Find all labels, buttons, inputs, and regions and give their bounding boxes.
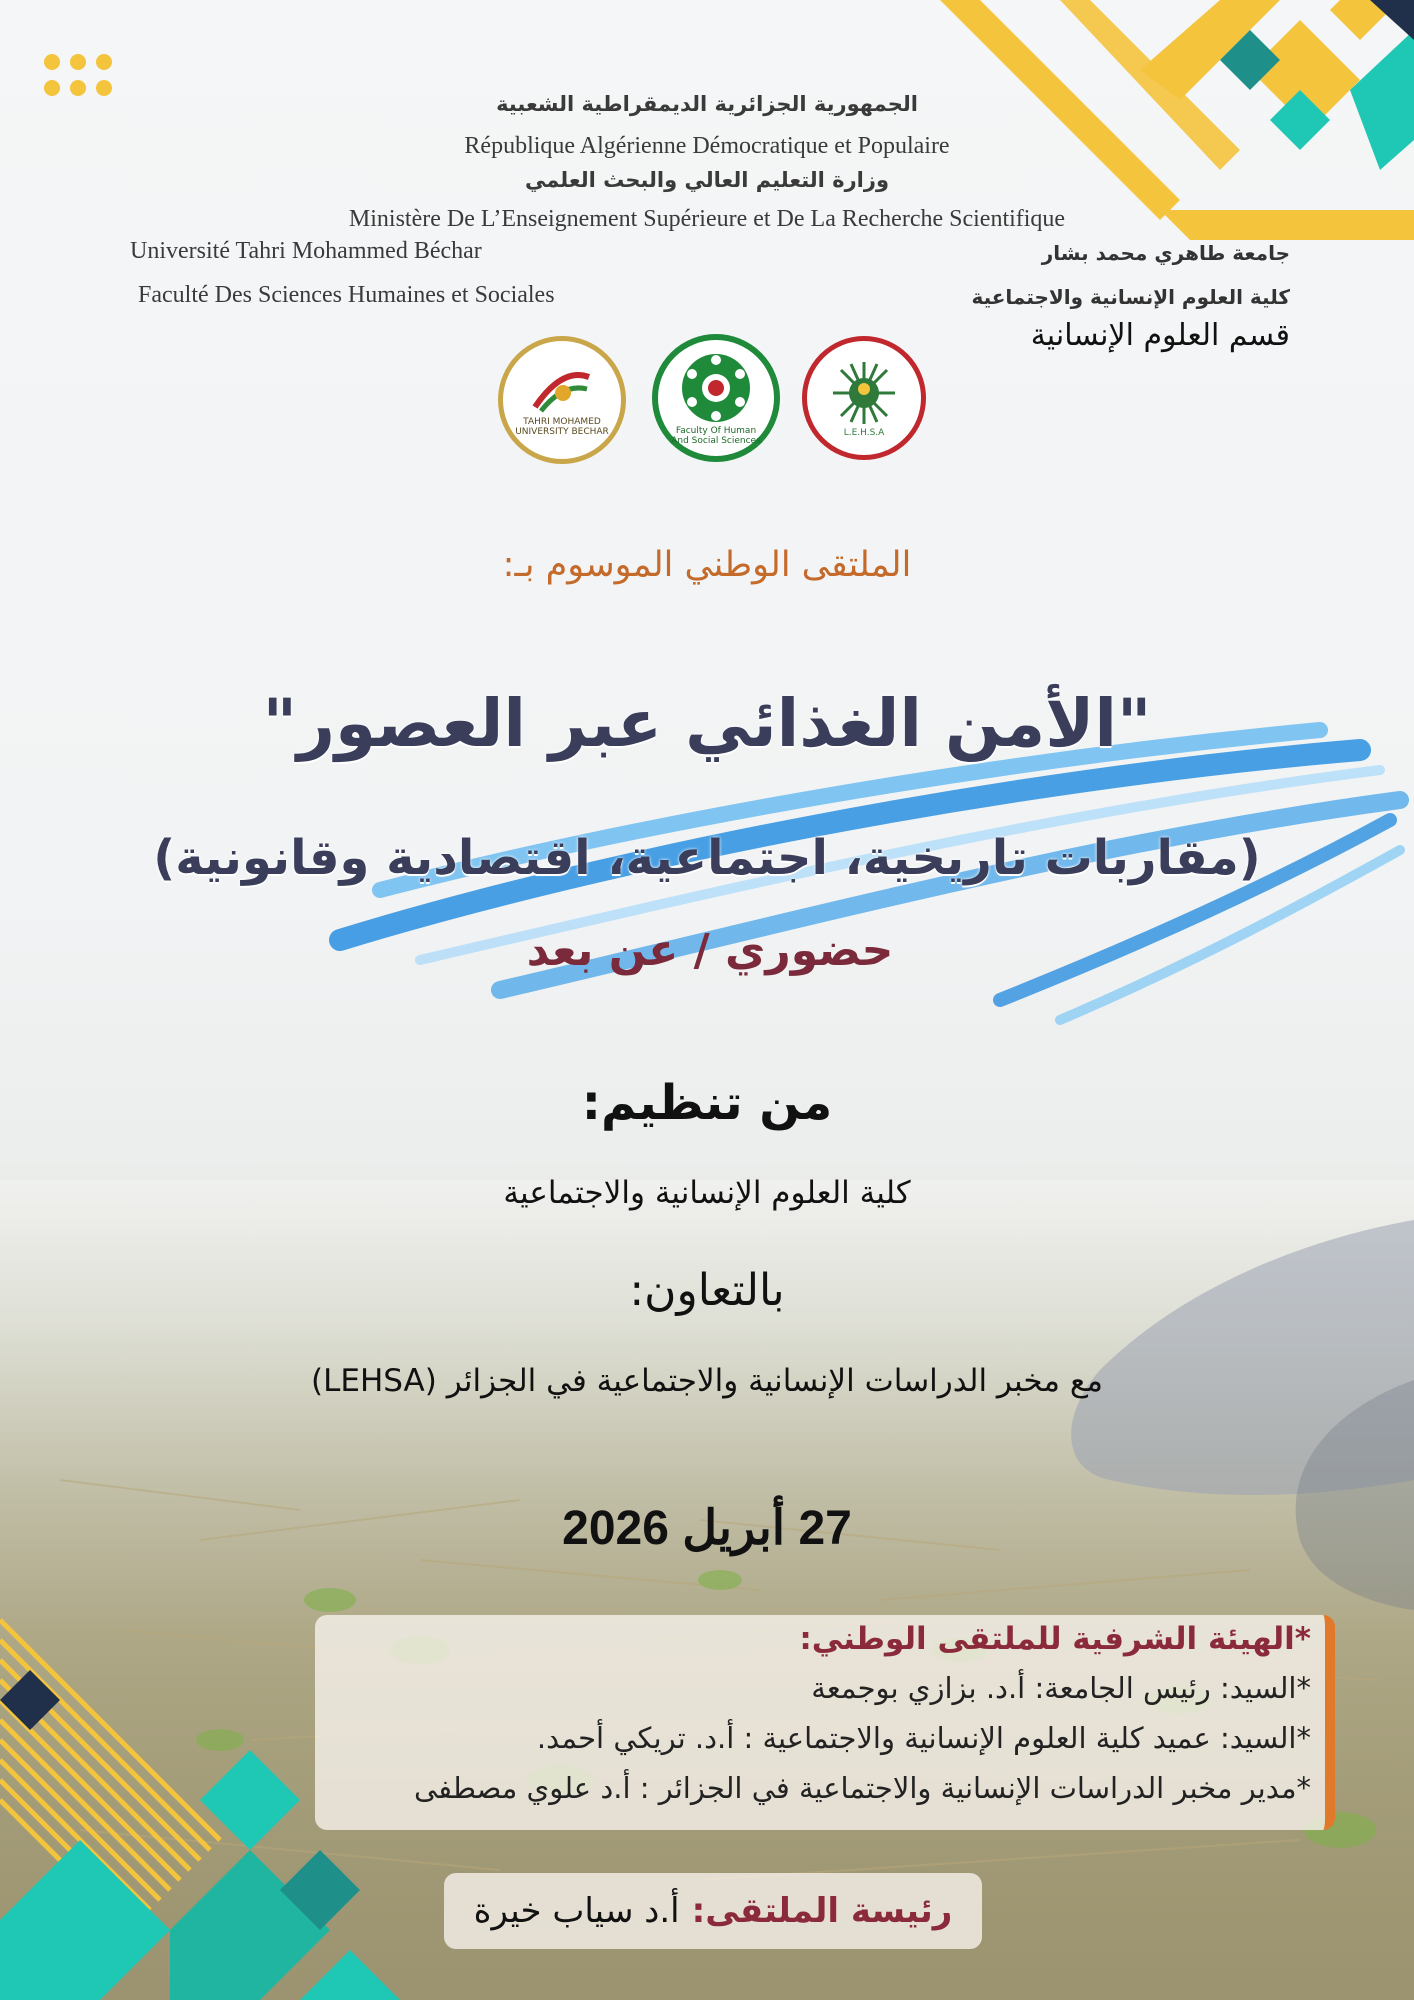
event-intro: الملتقى الوطني الموسوم بـ: [502,545,912,585]
chair-name: أ.د سياب خيرة [473,1891,680,1931]
university-logo [498,336,626,464]
honorary-member: *السيد: عميد كلية العلوم الإنسانية والاجتماعية : أ.د. تريكي أحمد. [536,1721,1311,1755]
lab-emblem-icon [829,358,899,428]
event-date: 27 أبريل 2026 [562,1502,852,1555]
collaboration-heading: بالتعاون: [629,1265,785,1316]
honorary-member: *مدير مخبر الدراسات الإنسانية والاجتماعية في الجزائر : أ.د علوي مصطفى [414,1771,1311,1805]
ministry-fr: Ministère De L’Enseignement Supérieure et De La Recherche Scientifique [348,206,1066,232]
lab-logo-text: L.E.H.S.A [843,427,885,438]
organizer-name: كلية العلوم الإنسانية والاجتماعية [503,1175,911,1211]
event-mode: حضوري / عن بعد [526,925,894,976]
department-ar: قسم العلوم الإنسانية [1030,318,1290,353]
republic-fr: République Algérienne Démocratique et Populaire [464,133,950,159]
university-emblem-icon [527,363,597,417]
faculty-ar: كلية العلوم الإنسانية والاجتماعية [971,285,1290,309]
event-subtitle: (مقاربات تاريخية، اجتماعية، اقتصادية وقانونية) [153,830,1261,886]
ministry-ar: وزارة التعليم العالي والبحث العلمي [524,168,890,192]
honorary-member: *السيد: رئيس الجامعة: أ.د. بزازي بوجمعة [811,1671,1311,1705]
lab-logo [802,336,926,460]
event-title: "الأمن الغذائي عبر العصور" [262,685,1152,762]
organizer-heading: من تنظيم: [581,1075,833,1131]
chair-panel [444,1873,982,1949]
university-logo-text: TAHRI MOHAMED UNIVERSITY BECHAR [515,416,609,437]
honorary-panel [315,1615,1335,1830]
chair-label: رئيسة الملتقى: [691,1891,953,1931]
faculty-logo [652,334,780,462]
republic-ar: الجمهورية الجزائرية الديمقراطية الشعبية [496,92,918,116]
honorary-heading: *الهيئة الشرفية للملتقى الوطني: [799,1621,1311,1657]
faculty-fr: Faculté Des Sciences Humaines et Sociales [138,282,555,308]
collaboration-name: مع مخبر الدراسات الإنسانية والاجتماعية في الجزائر (LEHSA) [311,1363,1103,1399]
faculty-emblem-icon [678,350,754,426]
university-fr: Université Tahri Mohammed Béchar [130,238,482,264]
university-ar: جامعة طاهري محمد بشار [1041,241,1290,265]
faculty-logo-text: Faculty Of Human And Social Sciences [671,425,761,446]
